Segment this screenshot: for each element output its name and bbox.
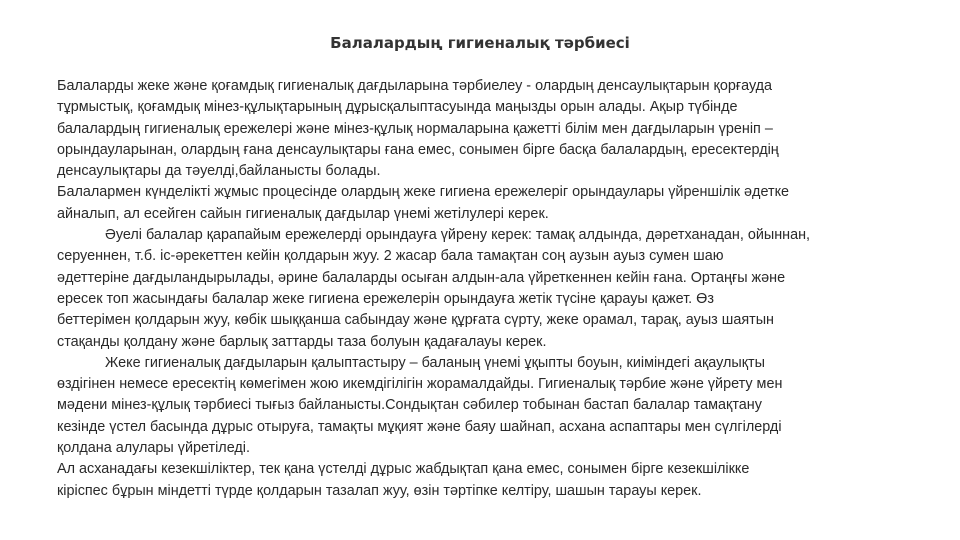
text-line: Әуелі балалар қарапайым ережелерді орындауға үйрену керек: тамақ алдында, дәретханадан, ойыннан, <box>105 227 811 244</box>
document-body <box>57 76 937 502</box>
text-line: кіріспес бұрын міндетті түрде қолдарын тазалап жуу, өзін тәртіпке келтіру, шашын тарауы керек. <box>57 482 702 499</box>
text-line: стақанды қолдану және барлық заттарды таза болуын қадағалауы керек. <box>57 333 547 350</box>
text-line: тұрмыстық, қоғамдық мінез-құлықтарының дұрысқалыптасуында маңызды орын алады. Ақыр түбінде <box>57 99 738 116</box>
text-line: ересек топ жасындағы балалар жеке гигиена ережелерін орындауға жетік түсіне қарауы қажет. Өз <box>57 290 714 307</box>
text-line: мәдени мінез-құлық тәрбиесі тығыз байланысты.Сондықтан сәбилер тобынан бастап балалар тамақтану <box>57 397 762 414</box>
text-line: Балалармен күнделікті жұмыс процесінде олардың жеке гигиена ережелеріг орындаулары үйреншілік әдетке <box>57 184 790 201</box>
text-line: беттерімен қолдарын жуу, көбік шыққанша сабындау және құрғата сүрту, жеке орамал, тарақ, ауыз шаятын <box>57 312 774 329</box>
text-line: серуеннен, т.б. іс-әрекеттен кейін қолдарын жуу. 2 жасар бала тамақтан соң аузын ауыз сумен шаю <box>57 248 724 265</box>
text-line: Балаларды жеке және қоғамдық гигиеналық дағдыларына тәрбиелеу - олардың денсаулықтарын қорғауда <box>57 78 773 94</box>
page-title: Балалардың гигиеналық тәрбиесі <box>330 34 630 52</box>
text-line: айналып, ал есейген сайын гигиеналық дағдылар үнемі жетілулері керек. <box>57 205 549 222</box>
text-line: балалардың гигиеналық ережелері және мінез-құлық нормаларына қажетті білім мен дағдыларын үреніп – <box>57 120 773 137</box>
text-line: денсаулықтары да тәуелді,байланысты болады. <box>57 163 381 180</box>
text-line: Жеке гигиеналық дағдыларын қалыптастыру – баланың үнемі ұқыпты боуын, киіміндегі ақаулықты <box>105 354 765 371</box>
text-line: орындауларынан, олардың ғана денсаулықтары ғана емес, сонымен бірге басқа балалардың, ересектердің <box>57 141 779 158</box>
text-line: өздігінен немесе ересектің көмегімен жою икемдігілігін жорамалдайды. Гигиеналық тәрбие және үйрету мен <box>57 376 783 393</box>
text-line: қолдана алулары үйретіледі. <box>57 440 250 457</box>
text-line: әдеттеріне дағдыландырылады, әрине балаларды осыған алдын-ала үйреткеннен кейін ғана. Ортаңғы және <box>57 269 786 286</box>
text-line: кезінде үстел басында дұрыс отыруға, тамақты мұқият және баяу шайнап, асхана аспаптары мен сүлгілерді <box>57 418 782 435</box>
text-line: Ал асханадағы кезекшіліктер, тек қана үстелді дұрыс жабдықтап қана емес, сонымен бірге кезекшілікке <box>57 461 750 478</box>
